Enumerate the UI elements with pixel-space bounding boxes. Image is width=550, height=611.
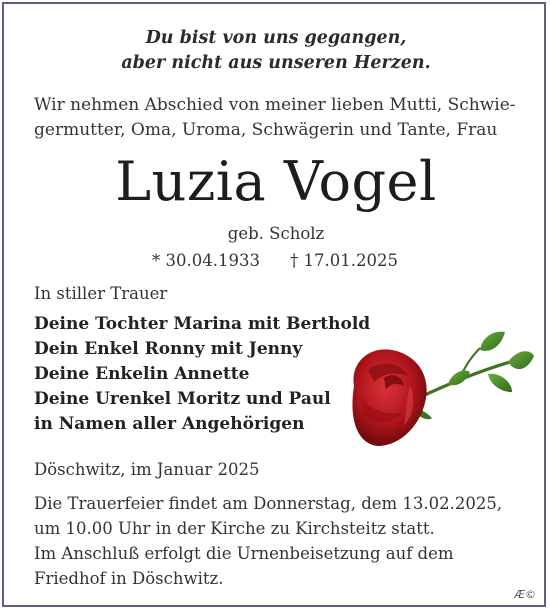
mourner-line: Dein Enkel Ronny mit Jenny bbox=[34, 339, 303, 359]
funeral-info-line: Die Trauerfeier findet am Donnerstag, dem 13.02.2025, bbox=[34, 494, 503, 513]
funeral-info-line: Im Anschluß erfolgt die Urnenbeisetzung auf dem bbox=[34, 544, 454, 563]
obituary-card bbox=[2, 2, 546, 607]
place-date: Döschwitz, im Januar 2025 bbox=[34, 460, 260, 479]
publisher-signet: Æ© bbox=[514, 588, 536, 601]
mourning-heading: In stiller Trauer bbox=[34, 284, 168, 303]
intro-line-1: Wir nehmen Abschied von meiner lieben Mutti, Schwie- bbox=[34, 95, 516, 115]
funeral-info-line: um 10.00 Uhr in der Kirche zu Kirchsteitz statt. bbox=[34, 519, 435, 538]
motto-line-1: Du bist von uns gegangen, bbox=[145, 28, 407, 48]
deceased-name: Luzia Vogel bbox=[115, 150, 437, 213]
mourner-line: Deine Urenkel Moritz und Paul bbox=[34, 389, 331, 409]
mourner-line: Deine Enkelin Annette bbox=[34, 364, 250, 384]
red-rose-icon bbox=[340, 326, 536, 456]
motto-line-2: aber nicht aus unseren Herzen. bbox=[121, 53, 431, 73]
maiden-name: geb. Scholz bbox=[227, 224, 325, 243]
mourner-line: Deine Tochter Marina mit Berthold bbox=[34, 314, 371, 334]
death-date: † 17.01.2025 bbox=[290, 251, 398, 270]
funeral-info-line: Friedhof in Döschwitz. bbox=[34, 569, 224, 588]
intro-line-2: germutter, Oma, Uroma, Schwägerin und Tante, Frau bbox=[34, 120, 498, 140]
birth-date: * 30.04.1933 bbox=[152, 251, 260, 270]
mourner-line: in Namen aller Angehörigen bbox=[34, 414, 305, 434]
